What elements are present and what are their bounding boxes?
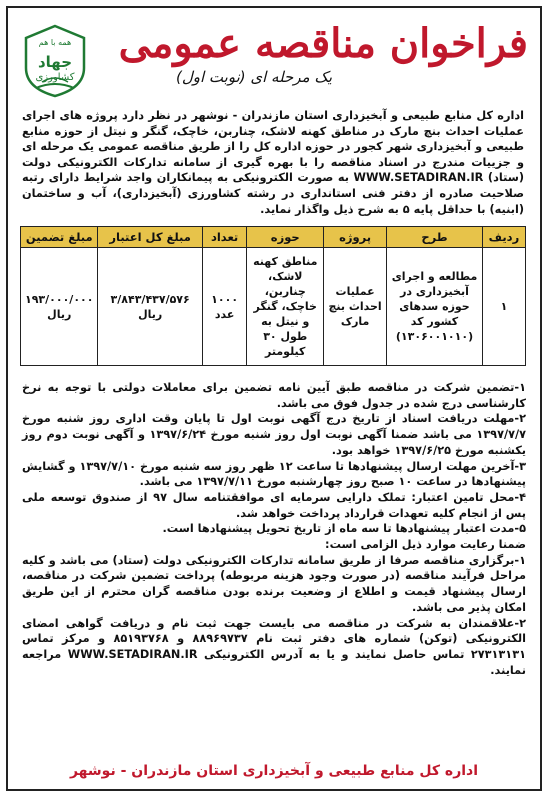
intro-paragraph: اداره کل منابع طبیعی و آبخیزداری استان مازندران - نوشهر در نظر دارد پروژه های اجرای عملیات احداث بنچ مارک در مناطق کهنه لاشک، چناربن، خاچک، گنگر و نیتل از حوزه منابع طبیعی و آبخیزداری شهر کجور در حوزه اداره کل را از طریق مناقصه عمومی یک مرحله ای و جزییات مندرج در اسناد مناقصه را با بهره گیری از سامانه تدارکات الکترونیکی دولت (ستاد) WWW.SETADIRAN.IR به صورت الکترونیکی به پیمانکاران واجد شرایط دارای رتبه صلاحیت صادره از دفتر فنی استانداری در رشته کشاورزی (آبخیزداری)، آب و ساختمان (ابنیه) با حداقل پایه ۵ به شرح ذیل واگذار نماید. <box>22 109 525 216</box>
logo-wordmark: جهاد <box>37 53 73 71</box>
table-row <box>21 248 526 366</box>
col-guarantee: مبلغ تضمین <box>21 227 98 248</box>
col-row: ردیف <box>482 227 525 248</box>
term-item: ۵-مدت اعتبار پیشنهادها تا سه ماه از تاریخ تحویل پیشنهادها است. <box>162 522 526 536</box>
jihad-logo <box>22 24 88 98</box>
term-item: ۱-برگزاری مناقصه صرفا از طریق سامانه تدارکات الکترونیکی دولت (ستاد) می باشد و کلیه مراحل فرآیند مناقصه (در صورت وجود هزینه مربوطه) پرداخت تضمین شرکت در مناقصه، ارسال پیشنهاد قیمت و اطلاع از وضعیت برنده بودن مناقصه گران محترم از این طریق امکان پذیر می باشد. <box>22 553 526 614</box>
logo-top-text: همه با هم <box>38 38 72 47</box>
term-item: ۱-تضمین شرکت در مناقصه طبق آیین نامه تضمین برای معاملات دولتی با توجه به نرخ کارشناسی درج شده در جدول فوق می باشد. <box>22 381 526 410</box>
cell-row: ۱ <box>482 248 525 366</box>
col-area: حوزه <box>247 227 324 248</box>
cell-count: ۱۰۰۰ عدد <box>202 248 247 366</box>
table-header-row <box>21 227 526 248</box>
col-budget: مبلغ کل اعتبار <box>98 227 202 248</box>
issuer-footer: اداره کل منابع طبیعی و آبخیزداری استان مازندران - نوشهر <box>69 763 479 779</box>
col-count: تعداد <box>202 227 247 248</box>
term-item: ۴-محل تامین اعتبار: تملک دارایی سرمایه ای موافقتنامه سال ۹۷ از صندوق توسعه ملی پس از انجام کلیه تعهدات قرارداد پرداخت خواهد شد. <box>22 490 527 520</box>
terms-section <box>22 380 526 678</box>
col-project: پروژه <box>324 227 387 248</box>
cell-project: عملیات احداث بنچ مارک <box>324 248 387 366</box>
term-item: ۲-علاقمندان به شرکت در مناقصه می بایست جهت ثبت نام و دریافت گواهی امضای الکترونیکی (توکن) شماره های دفتر ثبت نام ۸۸۹۶۹۷۳۷ و ۸۵۱۹۳۷۶۸ و مرکز تماس ۲۷۳۱۳۱۳۱ تماس حاصل نمایند و یا به آدرس الکترونیکی WWW.SETADIRAN.IR مراجعه نمایند. <box>22 616 526 677</box>
notice-subtitle: یک مرحله ای (نوبت اول) <box>176 68 333 86</box>
cell-area: مناطق کهنه لاشک، چناربن، خاچک، گنگر و نیتل به طول ۳۰ کیلومتر <box>247 248 324 366</box>
cell-plan: مطالعه و اجرای آبخیزداری در حوزه سدهای کشور کد (۱۳۰۶۰۰۱۰۱۰) <box>387 248 483 366</box>
requirements-heading: ضمنا رعایت موارد ذیل الزامی است: <box>325 538 526 552</box>
cell-budget: ۳/۸۴۳/۴۳۷/۵۷۶ ریال <box>98 248 202 366</box>
notice-title: فراخوان مناقصه عمومی <box>118 20 528 67</box>
notice-header <box>14 18 534 104</box>
col-plan: طرح <box>387 227 483 248</box>
term-item: ۳-آخرین مهلت ارسال پیشنهادها تا ساعت ۱۲ ظهر روز سه شنبه مورخ ۱۳۹۷/۷/۱۰ و گشایش پیشنهادها در ساعت ۱۰ صبح روز چهارشنبه مورخ ۱۳۹۷/۷/۱۱ می باشد. <box>22 459 526 489</box>
term-item: ۲-مهلت دریافت اسناد از تاریخ درج آگهی نوبت اول تا پایان وقت اداری روز شنبه مورخ ۱۳۹۷/۷/۷ می باشد ضمنا آگهی نوبت اول روز شنبه مورخ ۱۳۹۷/۶/۲۴ و آگهی نوبت دوم روز یکشنبه مورخ ۱۳۹۷/۶/۲۵ خواهد بود. <box>22 412 527 457</box>
cell-guarantee: ۱۹۳/۰۰۰/۰۰۰ ریال <box>21 248 98 366</box>
logo-subtext: کشاورزی <box>35 72 75 83</box>
tender-table <box>20 226 526 366</box>
